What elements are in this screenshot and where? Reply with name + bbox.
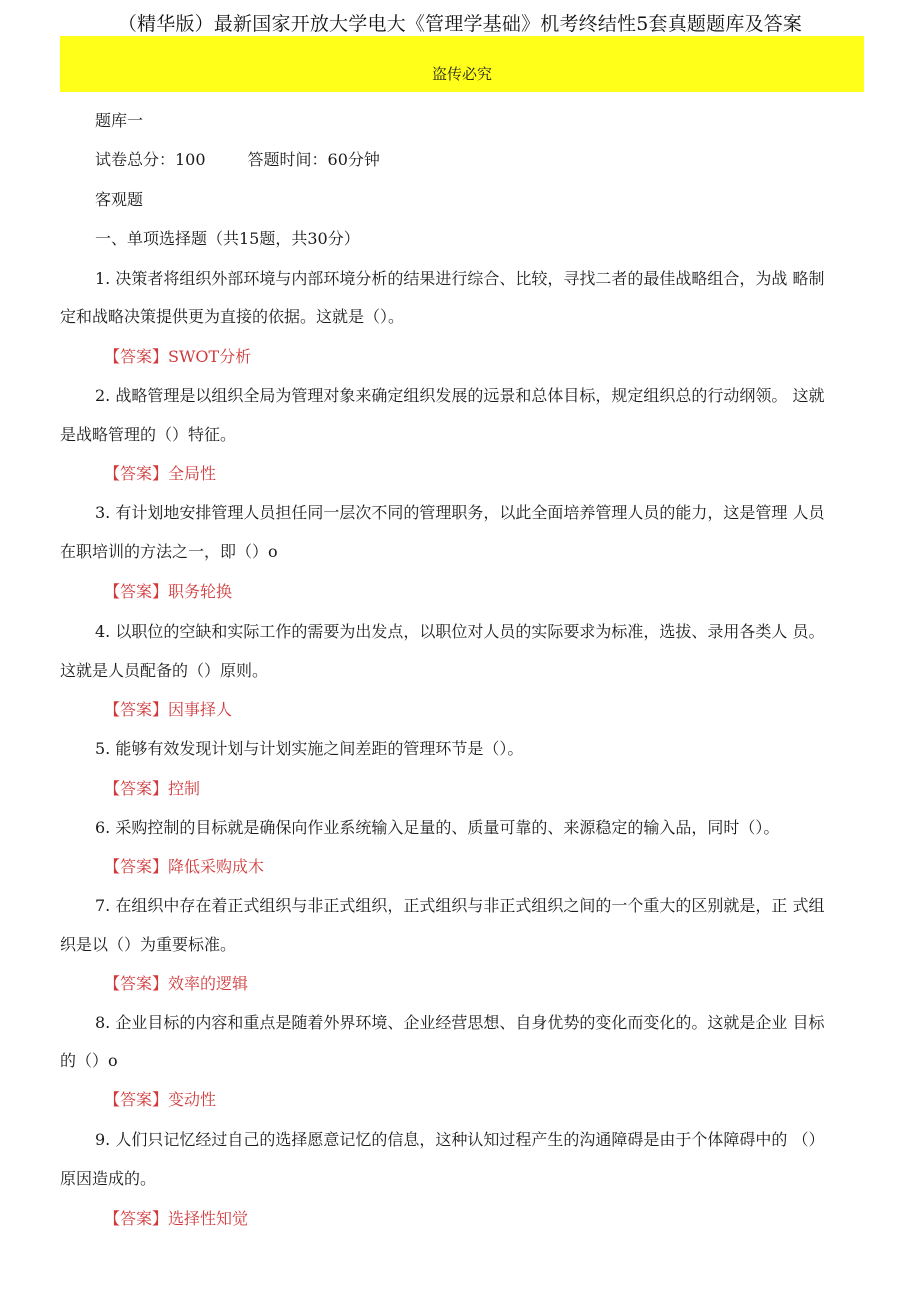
answer-7 bbox=[104, 971, 248, 994]
question-1-line2: 定和战略决策提供更为直接的依据。这就是（）。 bbox=[60, 307, 405, 326]
answer-1 bbox=[104, 344, 251, 367]
question-6-line1: 6. 采购控制的目标就是确保向作业系统输入足量的、质量可靠的、来源稳定的输入品，同时（）。 bbox=[95, 818, 780, 837]
answer-text: 效率的逻辑 bbox=[168, 974, 249, 993]
answer-9 bbox=[104, 1206, 248, 1229]
category-title: 客观题 bbox=[95, 190, 144, 209]
document-title: （精华版）最新国家开放大学电大《管理学基础》机考终结性5套真题题库及答案 bbox=[117, 13, 803, 35]
answer-text: SWOT分析 bbox=[168, 347, 252, 366]
answer-tag: 【答案】 bbox=[104, 347, 169, 366]
answer-tag: 【答案】 bbox=[104, 857, 169, 876]
answer-8 bbox=[104, 1087, 216, 1110]
question-3-line2: 在职培训的方法之一，即（）o bbox=[60, 542, 278, 561]
answer-tag: 【答案】 bbox=[104, 1209, 169, 1228]
banner-text: 盗传必究 bbox=[431, 65, 492, 83]
question-1-line1: 1. 决策者将组织外部环境与内部环境分析的结果进行综合、比较，寻找二者的最佳战略组合，为战 略制 bbox=[95, 269, 825, 288]
answer-text: 全局性 bbox=[168, 464, 217, 483]
answer-tag: 【答案】 bbox=[104, 582, 169, 601]
answer-text: 控制 bbox=[168, 779, 201, 798]
answer-text: 职务轮换 bbox=[168, 582, 233, 601]
part-title: 一、单项选择题（共15题，共30分） bbox=[95, 229, 360, 248]
question-4-line2: 这就是人员配备的（）原则。 bbox=[60, 661, 269, 680]
question-7-line1: 7. 在组织中存在着正式组织与非正式组织，正式组织与非正式组织之间的一个重大的区别就是，正 式组 bbox=[95, 896, 825, 915]
answer-5 bbox=[104, 776, 200, 799]
total-score: 试卷总分：100 bbox=[95, 150, 206, 169]
question-3-line1: 3. 有计划地安排管理人员担任同一层次不同的管理职务，以此全面培养管理人员的能力，这是管理 人员 bbox=[95, 503, 825, 522]
answer-4 bbox=[104, 697, 232, 720]
section-title: 题库一 bbox=[95, 111, 144, 130]
answer-tag: 【答案】 bbox=[104, 779, 169, 798]
question-5-line1: 5. 能够有效发现计划与计划实施之间差距的管理环节是（）。 bbox=[95, 739, 524, 758]
exam-meta bbox=[95, 147, 380, 170]
question-2-line1: 2. 战略管理是以组织全局为管理对象来确定组织发展的远景和总体目标，规定组织总的行动纲领。 这就 bbox=[95, 386, 825, 405]
question-9-line1: 9. 人们只记忆经过自己的选择愿意记忆的信息，这种认知过程产生的沟通障碍是由于个体障碍中的 （） bbox=[95, 1130, 825, 1149]
answer-text: 降低采购成木 bbox=[168, 857, 265, 876]
question-2-line2: 是战略管理的（）特征。 bbox=[60, 425, 237, 444]
answer-tag: 【答案】 bbox=[104, 464, 169, 483]
answer-text: 选择性知觉 bbox=[168, 1209, 249, 1228]
question-4-line1: 4. 以职位的空缺和实际工作的需要为出发点，以职位对人员的实际要求为标准，选拔、录用各类人 员。 bbox=[95, 622, 825, 641]
highlight-banner bbox=[60, 36, 864, 92]
answer-3 bbox=[104, 579, 232, 602]
question-8-line2: 的（）o bbox=[60, 1051, 118, 1070]
question-7-line2: 织是以（）为重要标准。 bbox=[60, 935, 237, 954]
answer-tag: 【答案】 bbox=[104, 1090, 169, 1109]
answer-2 bbox=[104, 461, 216, 484]
question-8-line1: 8. 企业目标的内容和重点是随着外界环境、企业经营思想、自身优势的变化而变化的。这就是企业 目标 bbox=[95, 1013, 825, 1032]
answer-tag: 【答案】 bbox=[104, 974, 169, 993]
question-9-line2: 原因造成的。 bbox=[60, 1169, 157, 1188]
answer-tag: 【答案】 bbox=[104, 700, 169, 719]
answer-text: 变动性 bbox=[168, 1090, 217, 1109]
answer-text: 因事择人 bbox=[168, 700, 233, 719]
answer-6 bbox=[104, 854, 264, 877]
exam-time: 答题时间：60分钟 bbox=[247, 150, 380, 169]
